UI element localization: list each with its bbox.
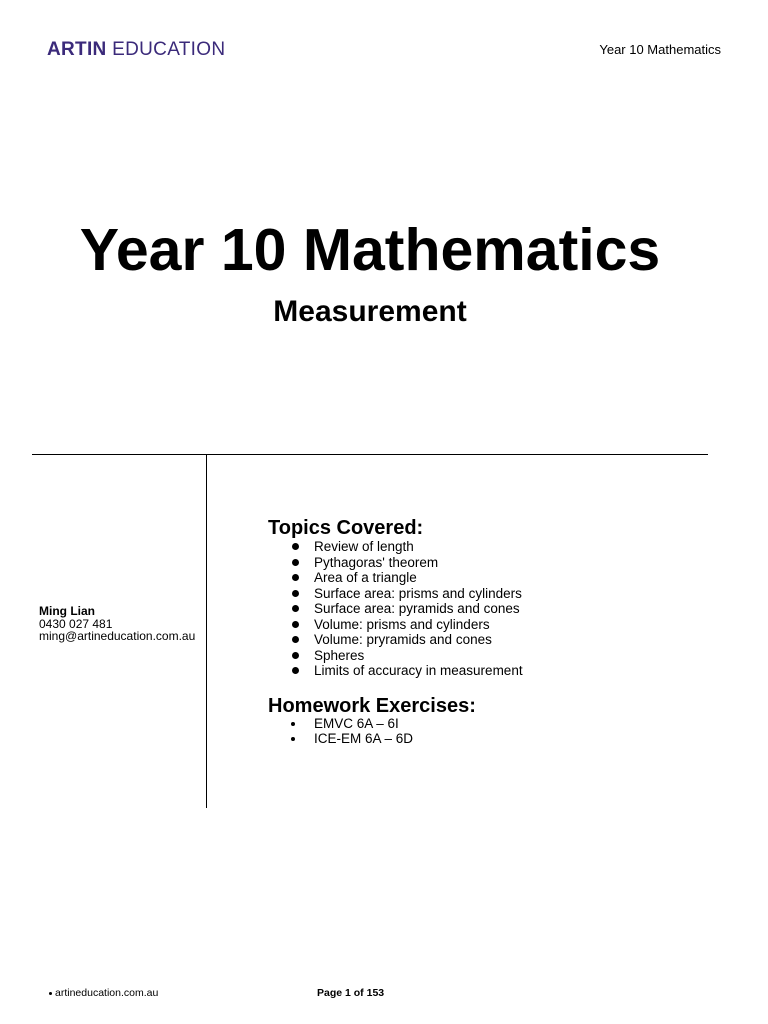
contact-name: Ming Lian <box>39 604 95 618</box>
topic-label: Surface area: pyramids and cones <box>314 601 520 616</box>
bullet-icon <box>292 652 299 659</box>
list-item <box>268 716 413 731</box>
contact-email[interactable]: ming@artineducation.com.au <box>39 629 196 643</box>
bullet-icon <box>292 559 299 566</box>
homework-label: EMVC 6A – 6I <box>314 716 399 731</box>
topic-label: Volume: prisms and cylinders <box>314 616 490 632</box>
topic-label: Limits of accuracy in measurement <box>314 663 523 678</box>
page-title: Year 10 Mathematics <box>79 217 661 283</box>
bullet-icon <box>49 992 52 995</box>
bullet-icon <box>292 667 299 674</box>
vertical-divider <box>206 454 207 808</box>
list-item <box>268 731 413 746</box>
list-item <box>268 663 523 679</box>
topic-label: Pythagoras' theorem <box>314 554 439 570</box>
list-item <box>268 586 523 602</box>
page-subtitle: Measurement <box>273 295 467 328</box>
header-course-title: Year 10 Mathematics <box>599 42 721 57</box>
list-item <box>268 601 523 617</box>
list-item <box>268 539 523 555</box>
bullet-icon <box>292 574 299 581</box>
topic-label: Area of a triangle <box>314 570 417 585</box>
topic-label: Volume: pryramids and cones <box>314 632 492 647</box>
bullet-icon <box>291 737 295 741</box>
homework-label: ICE-EM 6A – 6D <box>314 731 414 746</box>
bullet-icon <box>292 590 299 597</box>
list-item <box>268 648 523 664</box>
page-number: Page 1 of 153 <box>317 987 385 999</box>
list-item <box>268 617 523 633</box>
topics-heading: Topics Covered: <box>268 517 424 539</box>
topic-label: Review of length <box>314 539 414 554</box>
bullet-icon <box>292 543 299 550</box>
artin-education-logo <box>47 38 225 62</box>
horizontal-divider <box>32 454 708 455</box>
bullet-icon <box>292 605 299 612</box>
footer-website[interactable] <box>49 987 158 1000</box>
topic-label: Spheres <box>314 647 365 663</box>
logo-light-text: EDUCATION <box>112 39 226 60</box>
footer-website-text: artineducation.com.au <box>55 987 159 999</box>
list-item <box>268 555 523 571</box>
bullet-icon <box>292 621 299 628</box>
bullet-icon <box>291 722 295 726</box>
logo-bold-text: ARTIN <box>47 39 107 60</box>
contact-block <box>39 605 195 643</box>
list-item <box>268 632 523 648</box>
topic-label: Surface area: prisms and cylinders <box>314 585 522 601</box>
contact-phone: 0430 027 481 <box>39 616 113 631</box>
homework-list <box>268 716 413 746</box>
homework-heading: Homework Exercises: <box>268 695 476 717</box>
list-item <box>268 570 523 586</box>
topics-list <box>268 539 523 679</box>
bullet-icon <box>292 636 299 643</box>
